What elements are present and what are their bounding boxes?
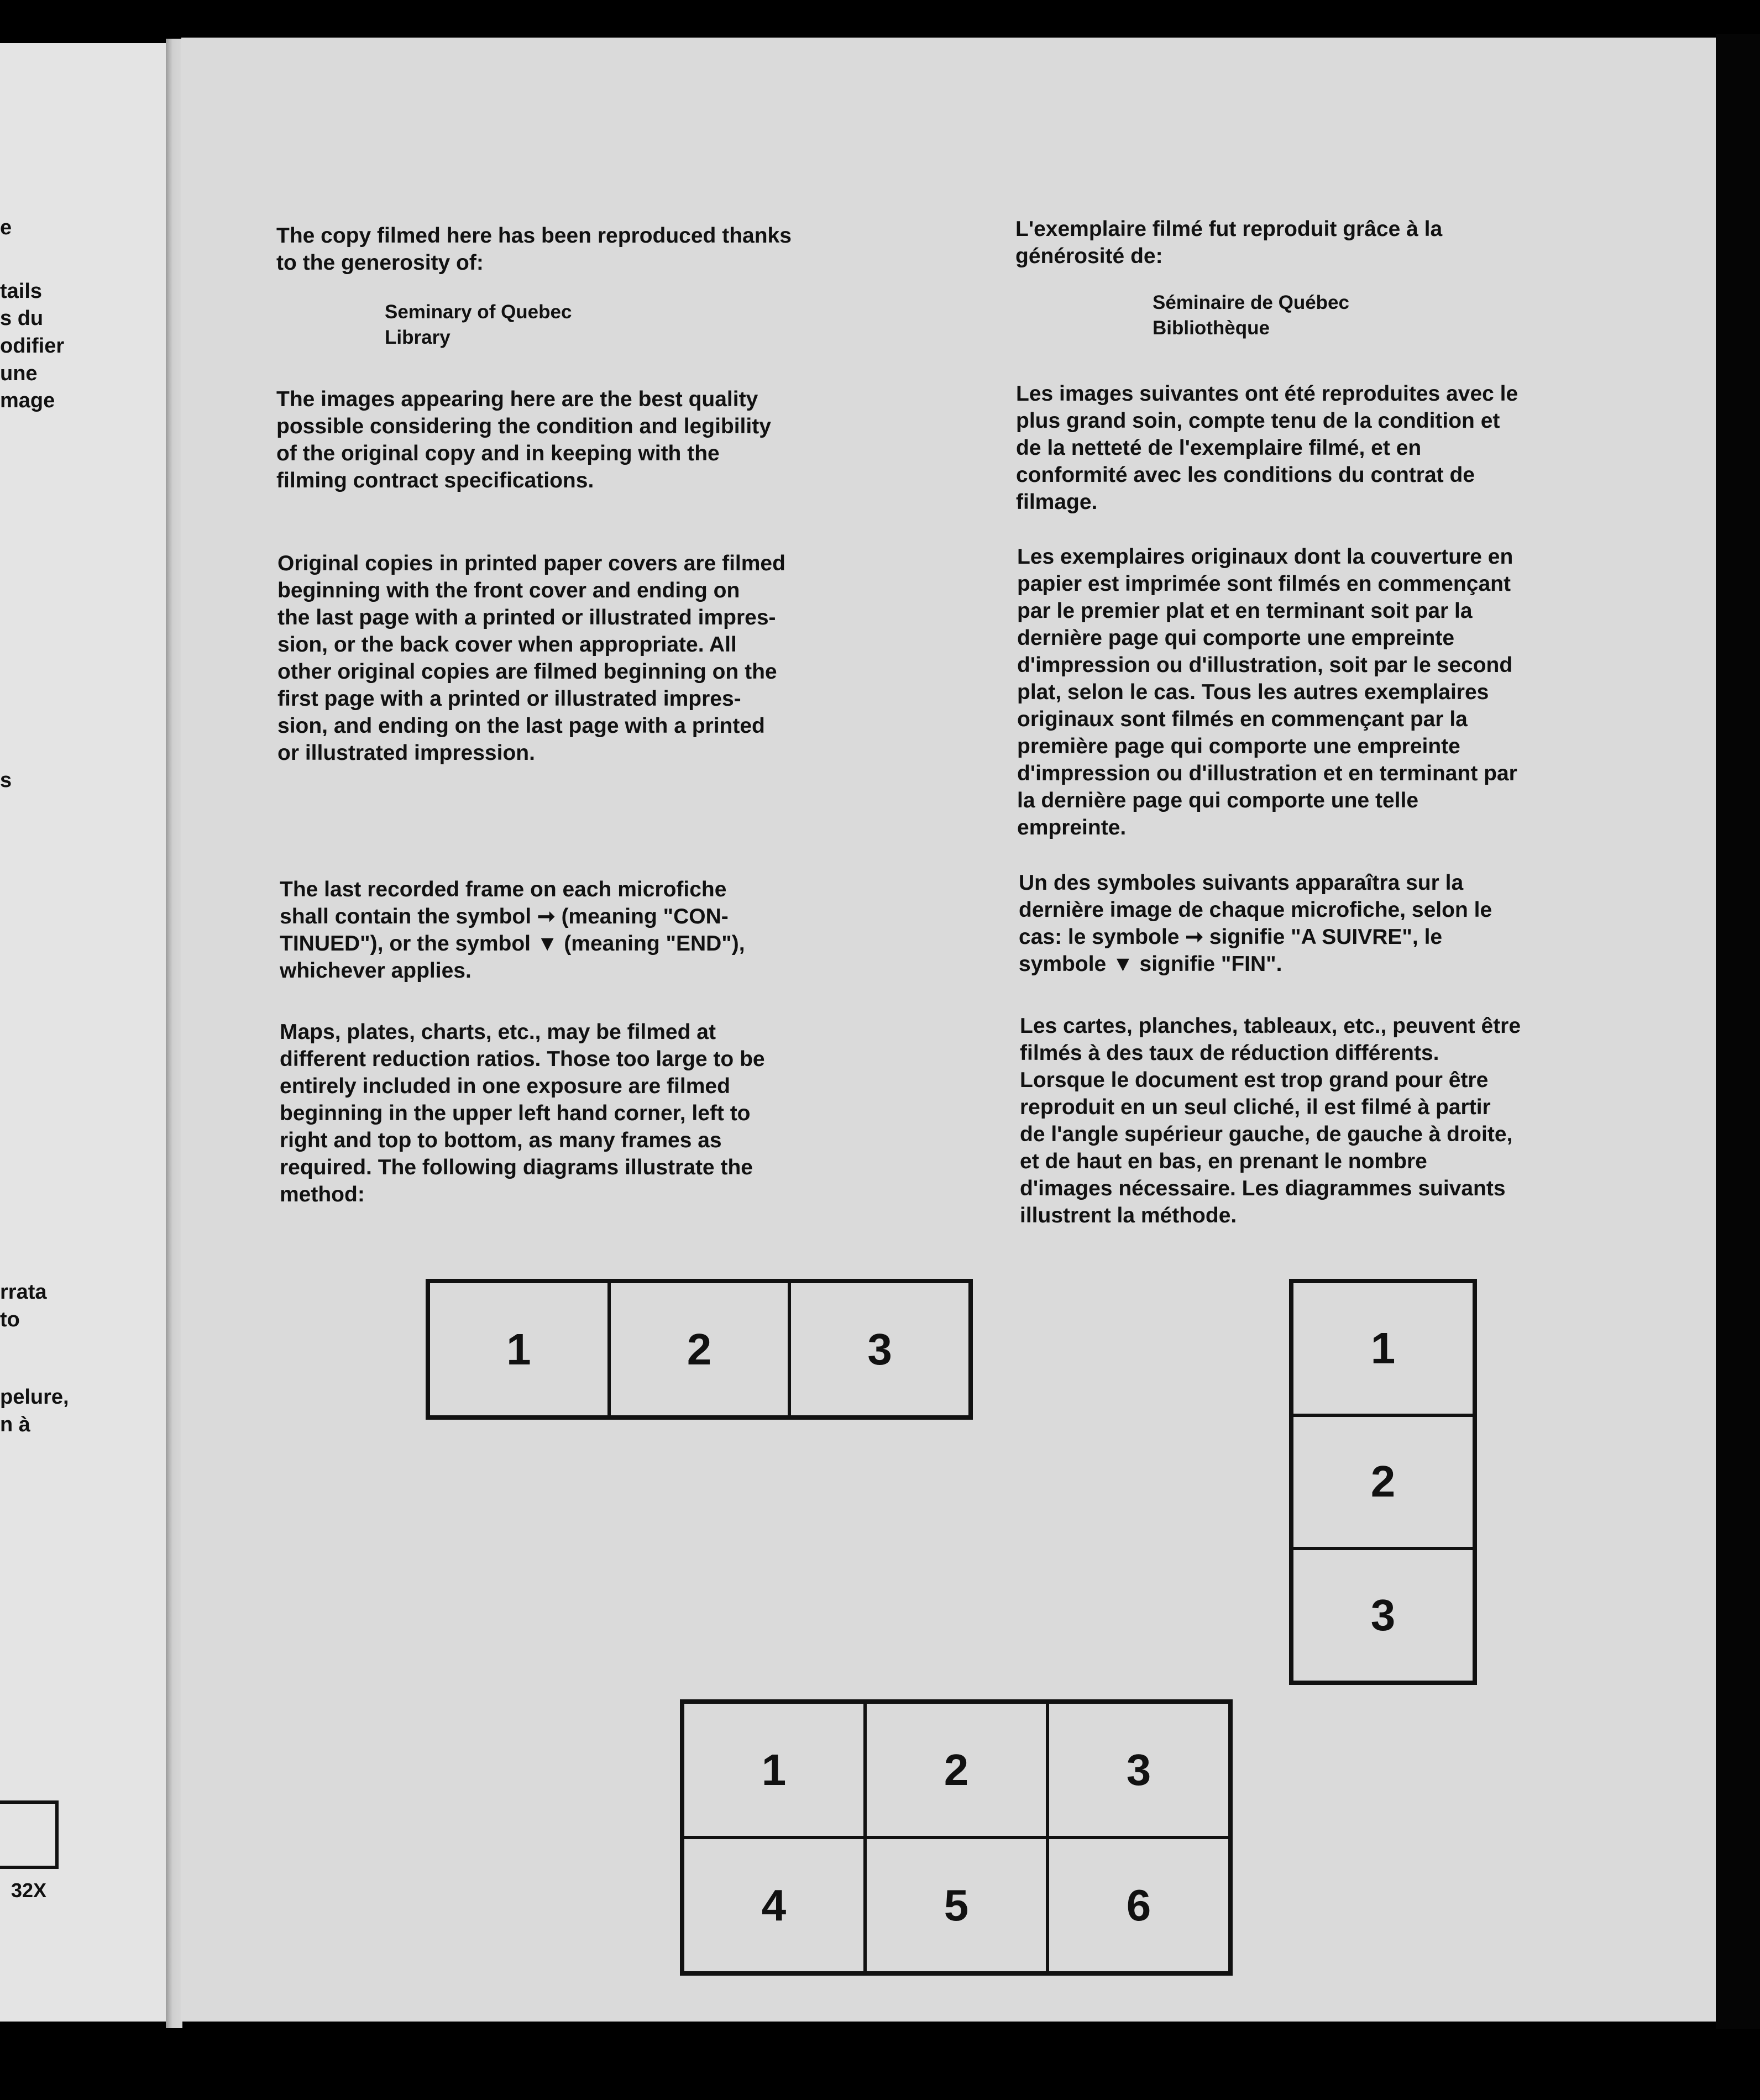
frame-cell: 1 [683, 1702, 865, 1838]
scan-border-right [1716, 34, 1760, 2029]
resolution-gauge-label: 32X [11, 1879, 47, 1902]
frame-cell: 2 [1292, 1415, 1474, 1549]
fragment-text: pelure, [0, 1385, 69, 1409]
frame-cell: 2 [865, 1702, 1047, 1838]
page-fold-shadow [166, 39, 182, 2028]
fragment-text: e [0, 216, 12, 239]
frame-cell: 4 [683, 1838, 865, 1973]
fragment-text: tails [0, 280, 43, 303]
resolution-gauge-box [0, 1800, 59, 1869]
fragment-text: to [0, 1308, 20, 1331]
english-library-name: Seminary of Quebec Library [385, 301, 572, 348]
french-maps-paragraph: Les cartes, planches, tableaux, etc., peuvent être filmés à des taux de réduction différents. Lorsque le document est trop grand pour être reproduit en un seul cliché, il est filmé à partir de l'angle supérieur gauche, de gauche à droite, et de haut en bas, en prenant le nombre d'images nécessaire. Les diagrammes suivants illustrent la méthode. [1020, 1014, 1521, 1227]
fragment-text: odifier [0, 334, 65, 358]
fragment-text: n à [0, 1413, 30, 1436]
fragment-text: rrata [0, 1280, 47, 1304]
diagram-vertical-three-frames [1289, 1279, 1477, 1685]
french-quality-paragraph: Les images suivantes ont été reproduites avec le plus grand soin, compte tenu de la condition et de la netteté de l'exemplaire filmé, et en conformité avec les conditions du contrat de filmage. [1016, 382, 1518, 514]
frame-cell: 1 [428, 1282, 609, 1417]
fragment-text: mage [0, 389, 55, 412]
frame-cell: 3 [789, 1282, 970, 1417]
french-covers-paragraph: Les exemplaires originaux dont la couverture en papier est imprimée sont filmés en commençant par le premier plat et en terminant soit par la dernière page qui comporte une empreinte d'impression ou d'illustration, soit par le second plat, selon le cas. Tous les autres exemplaires originaux sont filmés en commençant par la première page qui comporte une empreinte d'impression ou d'illustration et en terminant par la dernière page qui comporte une telle empreinte. [1017, 545, 1517, 839]
english-covers-paragraph: Original copies in printed paper covers are filmed beginning with the front cover and ending on the last page with a printed or illustrated impres- sion, or the back cover when appropriate. All other original copies are filmed beginning on the first page with a printed or illustrated impres- sion, and ending on the last page with a printed or illustrated impression. [277, 552, 785, 765]
english-quality-paragraph: The images appearing here are the best quality possible considering the condition and legibility of the original copy and in keeping with the filming contract specifications. [276, 387, 771, 492]
fragment-text: s [0, 769, 12, 792]
english-symbols-paragraph: The last recorded frame on each microfiche shall contain the symbol ➞ (meaning "CON- TINUED"), or the symbol ▼ (meaning "END"), whichever applies. [280, 878, 745, 983]
french-library-name: Séminaire de Québec Bibliothèque [1153, 292, 1349, 339]
english-intro: The copy filmed here has been reproduced thanks to the generosity of: [276, 224, 792, 275]
fragment-text: s du [0, 307, 44, 330]
fragment-text: une [0, 362, 38, 385]
frame-cell: 6 [1047, 1838, 1230, 1973]
french-intro: L'exemplaire filmé fut reproduit grâce à la générosité de: [1015, 217, 1443, 268]
frame-cell: 1 [1292, 1282, 1474, 1415]
diagram-six-frame-grid [680, 1699, 1233, 1976]
frame-cell: 3 [1047, 1702, 1230, 1838]
adjacent-page-strip [0, 43, 166, 2022]
frame-cell: 5 [865, 1838, 1047, 1973]
frame-cell: 2 [609, 1282, 790, 1417]
frame-cell: 3 [1292, 1548, 1474, 1682]
diagram-horizontal-three-frames [426, 1279, 973, 1420]
french-symbols-paragraph: Un des symboles suivants apparaîtra sur la dernière image de chaque microfiche, selon le cas: le symbole ➞ signifie "A SUIVRE", le symbole ▼ signifie "FIN". [1019, 871, 1492, 976]
english-maps-paragraph: Maps, plates, charts, etc., may be filmed at different reduction ratios. Those too large to be entirely included in one exposure are filmed beginning in the upper left hand corner, left to right and top to bottom, as many frames as required. The following diagrams illustrate the method: [280, 1020, 765, 1206]
